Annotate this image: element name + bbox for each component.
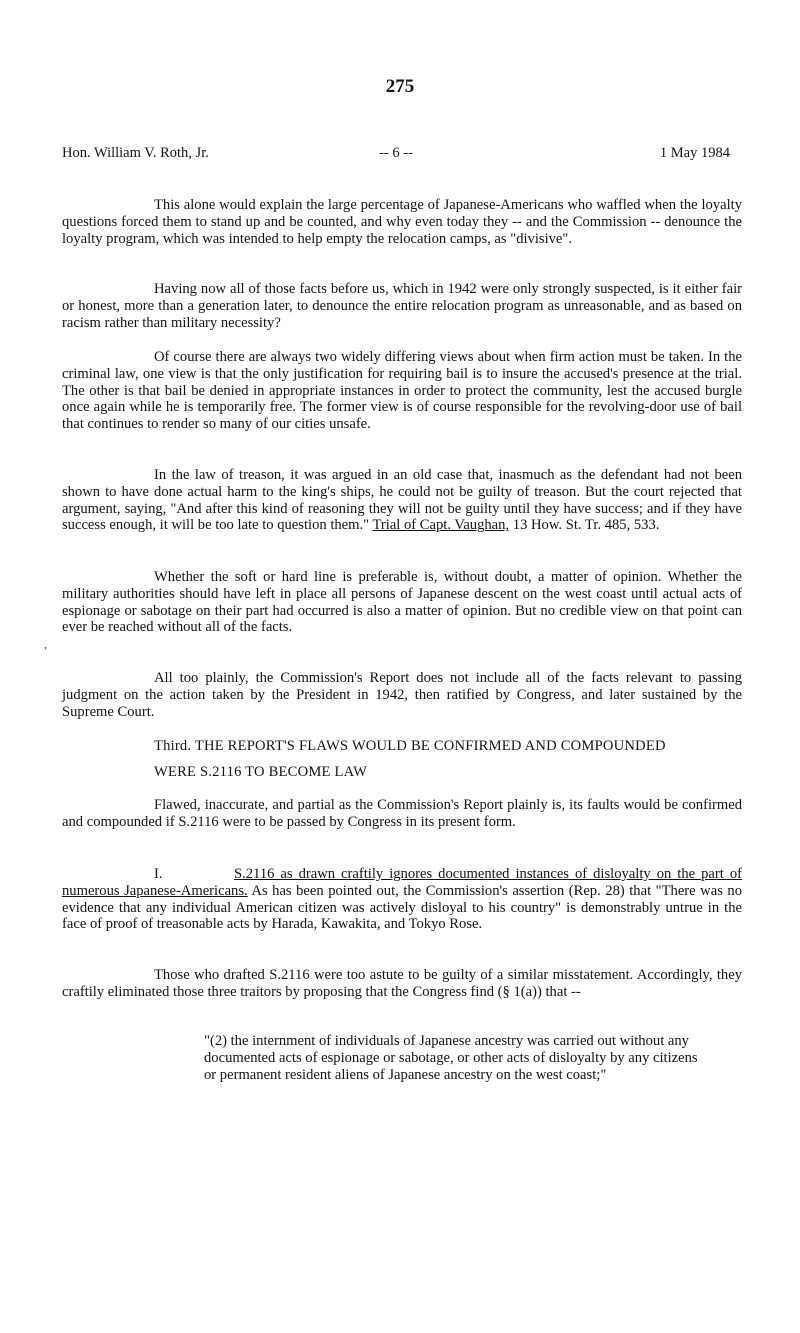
letter-date: 1 May 1984 [659, 145, 730, 161]
item-underlined-claim: S.2116 as drawn craftily ignores documented instances of disloyalty on the part of numerous Japanese-Americans. [62, 866, 742, 899]
section-heading-line1: Third. THE REPORT'S FLAWS WOULD BE CONFIRMED AND COMPOUNDED [154, 738, 666, 754]
quoted-provision: "(2) the internment of individuals of Japanese ancestry was carried out without any documented acts of espionage or sabotage, or other acts of disloyalty by any citizens or permanent resident aliens of Japanese ancestry on the west coast;" [204, 1033, 698, 1083]
margin-mark: , [44, 637, 47, 651]
paragraph-treason: In the law of treason, it was argued in an old case that, inasmuch as the defendant had not been shown to have done actual harm to the king's ships, he could not be guilty of treason. But the court rejected that argument, saying, "And after this kind of reasoning they will not be guilty until they have success; and if they have success enough, it will be too late to question them." Trial of Capt. Vaughan, 13 How. St. Tr. 485, 533. [62, 467, 742, 534]
paragraph-opinion: Whether the soft or hard line is preferable is, without doubt, a matter of opinion. Whether the military authorities should have left in place all persons of Japanese descent on the west coast until actual acts of espionage or sabotage on their part had occurred is also a matter of opinion. But no credible view on that point can ever be reached without all of the facts. [62, 569, 742, 636]
section-heading-line2: WERE S.2116 TO BECOME LAW [154, 764, 368, 780]
case-citation: Trial of Capt. Vaughan, [372, 517, 510, 534]
paragraph-item-one: I. S.2116 as drawn craftily ignores documented instances of disloyalty on the part of numerous Japanese-Americans. As has been pointed out, the Commission's assertion (Rep. 28) that "There was no evidence that any individual American citizen was actively disloyal to his country" is demonstrably untrue in the face of proof of treasonable acts by Harada, Kawakita, and Tokyo Rose. [62, 866, 742, 933]
paragraph-report: All too plainly, the Commission's Report does not include all of the facts relevant to passing judgment on the action taken by the President in 1942, then ratified by Congress, and later sustained by the Supreme Court. [62, 670, 742, 720]
page-number: 275 [385, 76, 415, 97]
paragraph-flawed: Flawed, inaccurate, and partial as the Commission's Report plainly is, its faults would be confirmed and compounded if S.2116 were to be passed by Congress in its present form. [62, 797, 742, 830]
paragraph-facts: Having now all of those facts before us, which in 1942 were only strongly suspected, is it either fair or honest, more than a generation later, to denounce the entire relocation program as unreasonable, and as based on racism rather than military necessity? [62, 281, 742, 331]
letter-header [62, 145, 730, 165]
addressee: Hon. William V. Roth, Jr. [62, 145, 209, 161]
paragraph-drafters: Those who drafted S.2116 were too astute to be guilty of a similar misstatement. Accordingly, they craftily eliminated those three traitors by proposing that the Congress find (§ 1(a)) that -- [62, 967, 742, 1000]
page-indicator: -- 6 -- [379, 145, 413, 161]
paragraph-criminal-law: Of course there are always two widely differing views about when firm action must be taken. In the criminal law, one view is that the only justification for requiring bail is to insure the accused's presence at the trial. The other is that bail be denied in appropriate instances in order to protect the community, lest the accused burgle once again while he is temporarily free. The former view is of course responsible for the revolving-door use of bail that continues to render so many of our cities unsafe. [62, 349, 742, 433]
item-number: I. [154, 866, 163, 882]
paragraph-loyalty: This alone would explain the large percentage of Japanese-Americans who waffled when the loyalty questions forced them to stand up and be counted, and why even today they -- and the Commission -- denounce the loyalty program, which was intended to help empty the relocation camps, as "divisive". [62, 197, 742, 247]
